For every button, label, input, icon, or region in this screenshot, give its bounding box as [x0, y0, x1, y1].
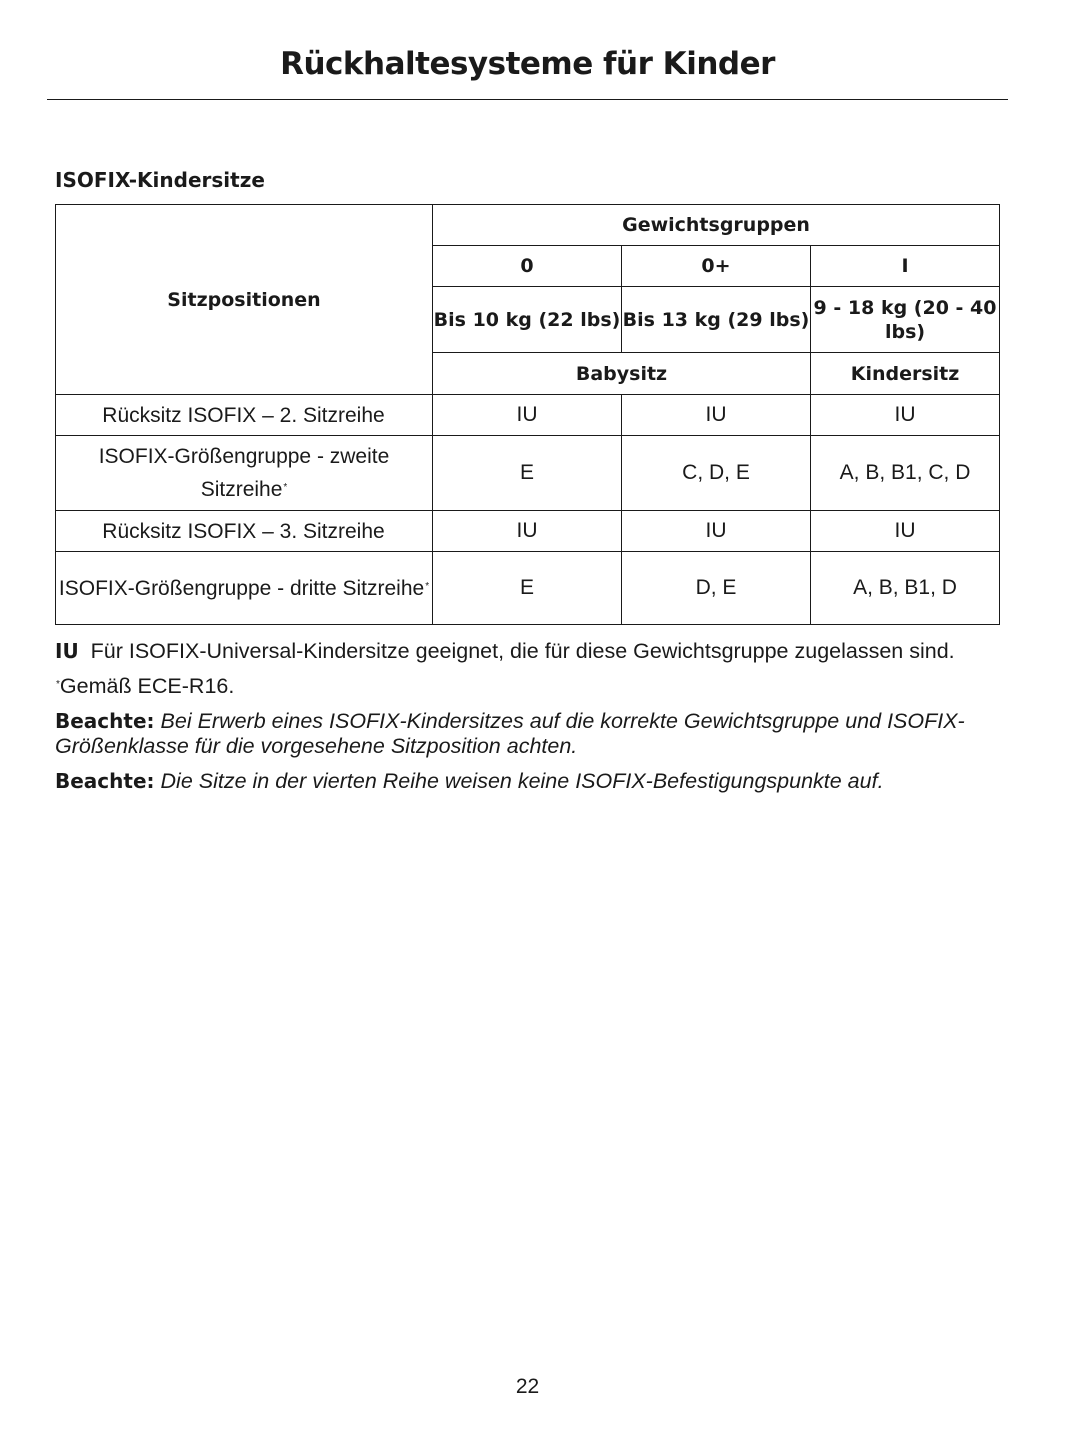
value-cell: IU: [433, 511, 622, 552]
footnote-star-marker: *: [56, 679, 60, 690]
value-cell: C, D, E: [622, 436, 811, 511]
footnotes: [55, 639, 1005, 804]
table-row: [56, 511, 1000, 552]
note-2-text: Die Sitze in der vierten Reihe weisen keine ISOFIX-Befestigungspunkte auf.: [160, 769, 884, 793]
page-title: Rückhaltesysteme für Kinder: [280, 46, 775, 82]
seat-position-cell: ISOFIX-Größengruppe - zweite Sitzreihe*: [56, 436, 433, 511]
note-2-label: Beachte:: [55, 769, 155, 793]
footnote-star-text: Gemäß ECE-R16.: [59, 674, 235, 698]
header-weight-I: 9 - 18 kg (20 - 40 lbs): [811, 287, 1000, 353]
header-seat-positions: Sitzpositionen: [56, 205, 433, 395]
table-row: [56, 436, 1000, 511]
header-type-kindersitz: Kindersitz: [811, 353, 1000, 395]
value-cell: E: [433, 436, 622, 511]
value-cell: A, B, B1, C, D: [811, 436, 1000, 511]
table-row: [56, 552, 1000, 625]
header-group-0-plus: 0+: [622, 246, 811, 287]
value-cell: IU: [622, 395, 811, 436]
header-type-babysitz: Babysitz: [433, 353, 811, 395]
section-heading: ISOFIX-Kindersitze: [55, 168, 265, 192]
header-group-I: I: [811, 246, 1000, 287]
header-group-0: 0: [433, 246, 622, 287]
seat-position-cell: Rücksitz ISOFIX – 2. Sitzreihe: [56, 395, 433, 436]
footnote-star: [55, 674, 1005, 699]
title-divider: [47, 99, 1008, 100]
footnote-iu: [55, 639, 1005, 664]
value-cell: E: [433, 552, 622, 625]
table-row: [56, 395, 1000, 436]
header-weight-0: Bis 10 kg (22 lbs): [433, 287, 622, 353]
footnote-iu-label: IU: [55, 639, 79, 663]
header-weight-groups: Gewichtsgruppen: [433, 205, 1000, 246]
header-weight-0-plus: Bis 13 kg (29 lbs): [622, 287, 811, 353]
value-cell: IU: [622, 511, 811, 552]
value-cell: IU: [433, 395, 622, 436]
page-number: 22: [515, 1375, 540, 1398]
footnote-iu-text: Für ISOFIX-Universal-Kindersitze geeignet, die für diese Gewichtsgruppe zugelassen sind.: [90, 639, 955, 663]
value-cell: IU: [811, 395, 1000, 436]
note-2: [55, 769, 1005, 794]
seat-position-cell: ISOFIX-Größengruppe - dritte Sitzreihe*: [56, 552, 433, 625]
isofix-table: [55, 204, 1000, 625]
seat-position-cell: Rücksitz ISOFIX – 3. Sitzreihe: [56, 511, 433, 552]
value-cell: IU: [811, 511, 1000, 552]
value-cell: D, E: [622, 552, 811, 625]
note-1-label: Beachte:: [55, 709, 155, 733]
note-1: [55, 709, 1005, 759]
value-cell: A, B, B1, D: [811, 552, 1000, 625]
note-1-text: Bei Erwerb eines ISOFIX-Kindersitzes auf die korrekte Gewichtsgruppe und ISOFIX-Größenklasse für die vorgesehene Sitzposition achten.: [55, 709, 965, 758]
